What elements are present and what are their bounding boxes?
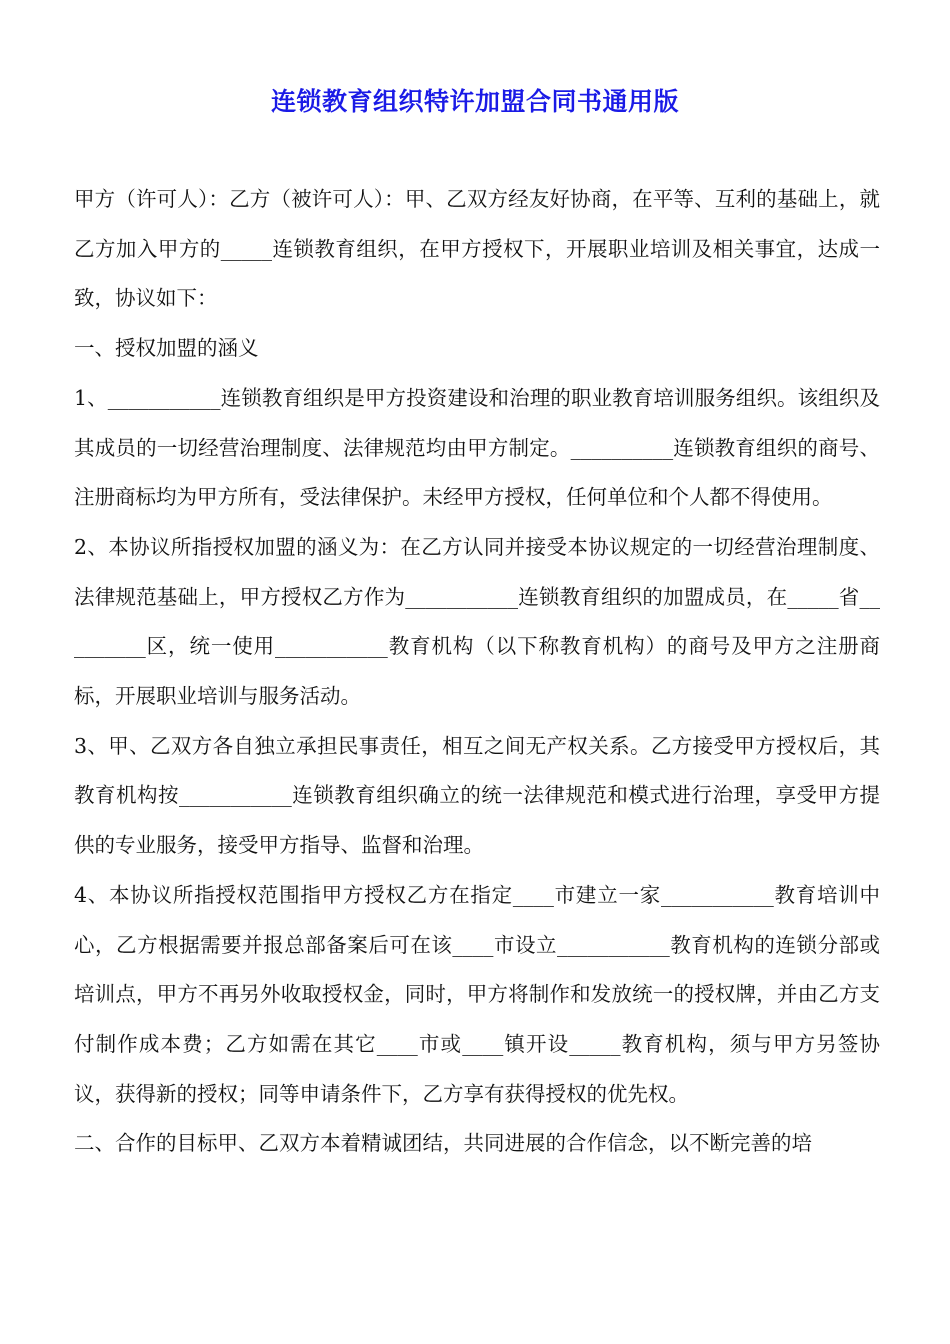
paragraph-preamble: 甲方（许可人）：乙方（被许可人）：甲、乙双方经友好协商，在平等、互利的基础上，就乙方加入甲方的_____连锁教育组织，在甲方授权下，开展职业培训及相关事宜，达成一致，协议如下： (74, 187, 880, 311)
document-body (74, 175, 880, 1169)
section-heading-2: 二、合作的目标甲、乙双方本着精诚团结，共同进展的合作信念，以不断完善的培 (74, 1131, 812, 1156)
section-heading-1: 一、授权加盟的涵义 (74, 336, 259, 361)
clause-3: 3、甲、乙双方各自独立承担民事责任，相互之间无产权关系。乙方接受甲方授权后，其教育机构按___________连锁教育组织确立的统一法律规范和模式进行治理，享受甲方提供的专业服务，接受甲方指导、监督和治理。 (74, 733, 880, 858)
clause-1: 1、___________连锁教育组织是甲方投资建设和治理的职业教育培训服务组织。该组织及其成员的一切经营治理制度、法律规范均由甲方制定。__________连锁教育组织的商号、注册商标均为甲方所有，受法律保护。未经甲方授权，任何单位和个人都不得使用。 (74, 385, 880, 510)
clause-2: 2、本协议所指授权加盟的涵义为：在乙方认同并接受本协议规定的一切经营治理制度、法律规范基础上，甲方授权乙方作为___________连锁教育组织的加盟成员，在_____省_________区，统一使用___________教育机构（以下称教育机构）的商号及甲方之注册商标，开展职业培训与服务活动。 (74, 534, 880, 709)
clause-4: 4、本协议所指授权范围指甲方授权乙方在指定____市建立一家___________教育培训中心，乙方根据需要并报总部备案后可在该____市设立___________教育机构的连锁分部或培训点，甲方不再另外收取授权金，同时，甲方将制作和发放统一的授权牌，并由乙方支付制作成本费；乙方如需在其它____市或____镇开设_____教育机构，须与甲方另签协议，获得新的授权；同等申请条件下，乙方享有获得授权的优先权。 (74, 882, 880, 1106)
document-title: 连锁教育组织特许加盟合同书通用版 (270, 87, 679, 116)
